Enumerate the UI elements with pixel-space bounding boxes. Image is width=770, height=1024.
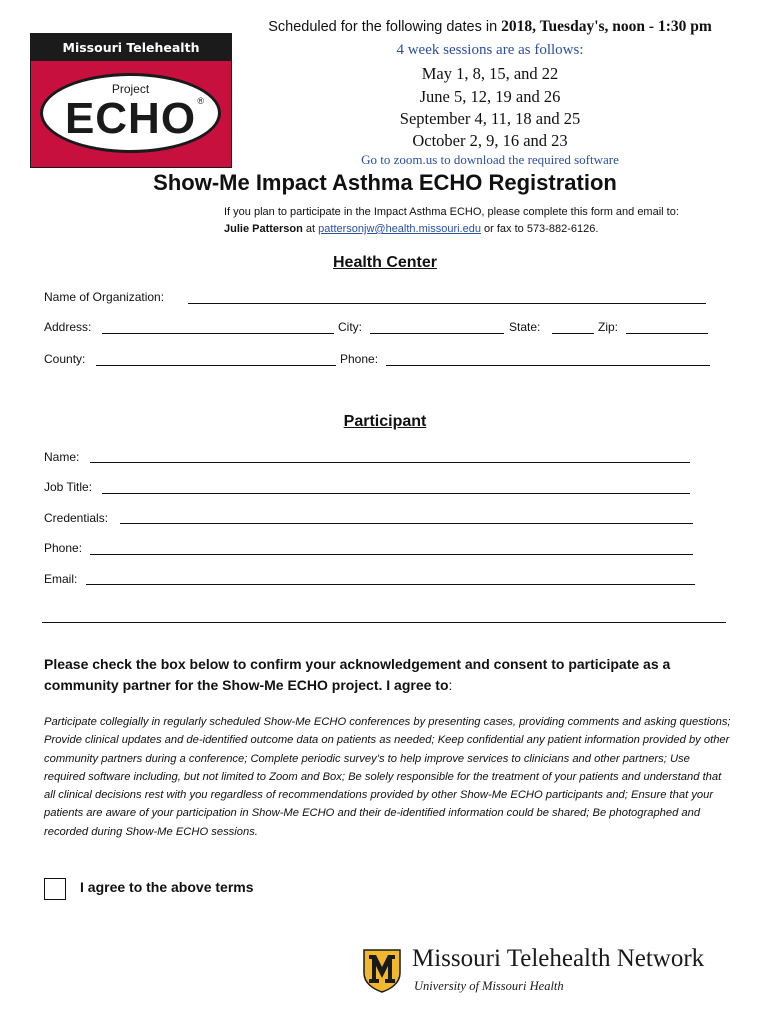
contact-name: Julie Patterson [224, 223, 303, 235]
hc-phone-field[interactable] [386, 365, 710, 366]
participant-name-label: Name: [44, 450, 80, 464]
sessions-note: 4 week sessions are as follows: [396, 42, 584, 58]
consent-terms: Participate collegially in regularly scheduled Show-Me ECHO conferences by presenting cases, providing comments and asking questions; Provide clinical updates and de-identified outcome data on patients as needed; Keep confidential any patient information provided by other community partners during a conference; Complete periodic survey’s to help improve services to clinicians and other partners; Use required software including, but not limited to Zoom and Box; Be solely responsible for the treatment of your patients and understand that all clinical decisions rest with you regardless of recommendations provided by other Show-Me ECHO participants and; Ensure that your patients are aware of your participation in Show-Me ECHO and their de-identified information could be shared; Be photographed and recorded during Show-Me ECHO sessions. [44, 716, 731, 838]
contact-fax: or fax to 573-882-6126. [480, 223, 599, 235]
participant-heading: Participant [343, 413, 427, 430]
logo-red-panel [31, 61, 231, 167]
city-field[interactable] [370, 333, 504, 334]
zip-field[interactable] [626, 333, 708, 334]
org-name-label: Name of Organization: [44, 290, 165, 304]
logo-project-label: Project [111, 82, 150, 96]
county-field[interactable] [96, 365, 336, 366]
address-field[interactable] [102, 333, 334, 334]
consent-heading-suffix: : [448, 677, 453, 693]
consent-heading [44, 654, 734, 696]
logo-registered-mark: ® [197, 96, 204, 106]
agree-label: I agree to the above terms [80, 879, 254, 895]
participant-name-field[interactable] [90, 462, 690, 463]
zip-label: Zip: [598, 320, 619, 334]
intro-contact-line [224, 223, 598, 235]
logo-oval [40, 73, 221, 153]
logo-echo-label: ECHO [64, 94, 197, 143]
participant-phone-field[interactable] [90, 554, 693, 555]
mizzou-shield-icon [363, 949, 401, 993]
participant-email-field[interactable] [86, 584, 695, 585]
credentials-field[interactable] [120, 523, 693, 524]
consent-heading-text: Please check the box below to confirm your acknowledgement and consent to participate as a community partner for the Show-Me ECHO project. I agree to [44, 656, 671, 693]
state-label: State: [509, 320, 541, 334]
participant-phone-label: Phone: [44, 541, 83, 555]
state-field[interactable] [552, 333, 594, 334]
agree-checkbox[interactable] [44, 878, 66, 900]
org-name-field[interactable] [188, 303, 706, 304]
session-date-3: September 4, 11, 18 and 25 [399, 109, 581, 128]
job-title-label: Job Title: [44, 480, 93, 494]
session-date-1: May 1, 8, 15, and 22 [421, 64, 559, 83]
city-label: City: [338, 320, 362, 334]
address-label: Address: [44, 320, 92, 334]
footer-university: University of Missouri Health [414, 979, 564, 993]
session-date-4: October 2, 9, 16 and 23 [412, 131, 568, 150]
schedule-prefix: Scheduled for the following dates in [268, 19, 502, 35]
job-title-field[interactable] [102, 493, 690, 494]
hc-phone-label: Phone: [340, 352, 379, 366]
schedule-line [240, 18, 740, 36]
contact-email-link[interactable]: pattersonjw@health.missouri.edu [318, 223, 481, 235]
health-center-heading: Health Center [332, 254, 438, 271]
schedule-dates-bold: 2018, Tuesday's, noon - 1:30 pm [501, 18, 712, 35]
logo-network-banner: Missouri Telehealth [31, 34, 231, 61]
participant-email-label: Email: [44, 572, 78, 586]
section-divider [42, 622, 726, 623]
session-date-2: June 5, 12, 19 and 26 [419, 87, 561, 106]
zoom-note: Go to zoom.us to download the required software [361, 152, 619, 167]
credentials-label: Credentials: [44, 511, 109, 525]
intro-line: If you plan to participate in the Impact Asthma ECHO, please complete this form and email to: [224, 206, 679, 218]
page-title: Show-Me Impact Asthma ECHO Registration [153, 170, 617, 195]
project-echo-logo [30, 33, 232, 168]
county-label: County: [44, 352, 86, 366]
footer-network-name: Missouri Telehealth Network [412, 945, 705, 972]
contact-at: at [302, 223, 319, 235]
